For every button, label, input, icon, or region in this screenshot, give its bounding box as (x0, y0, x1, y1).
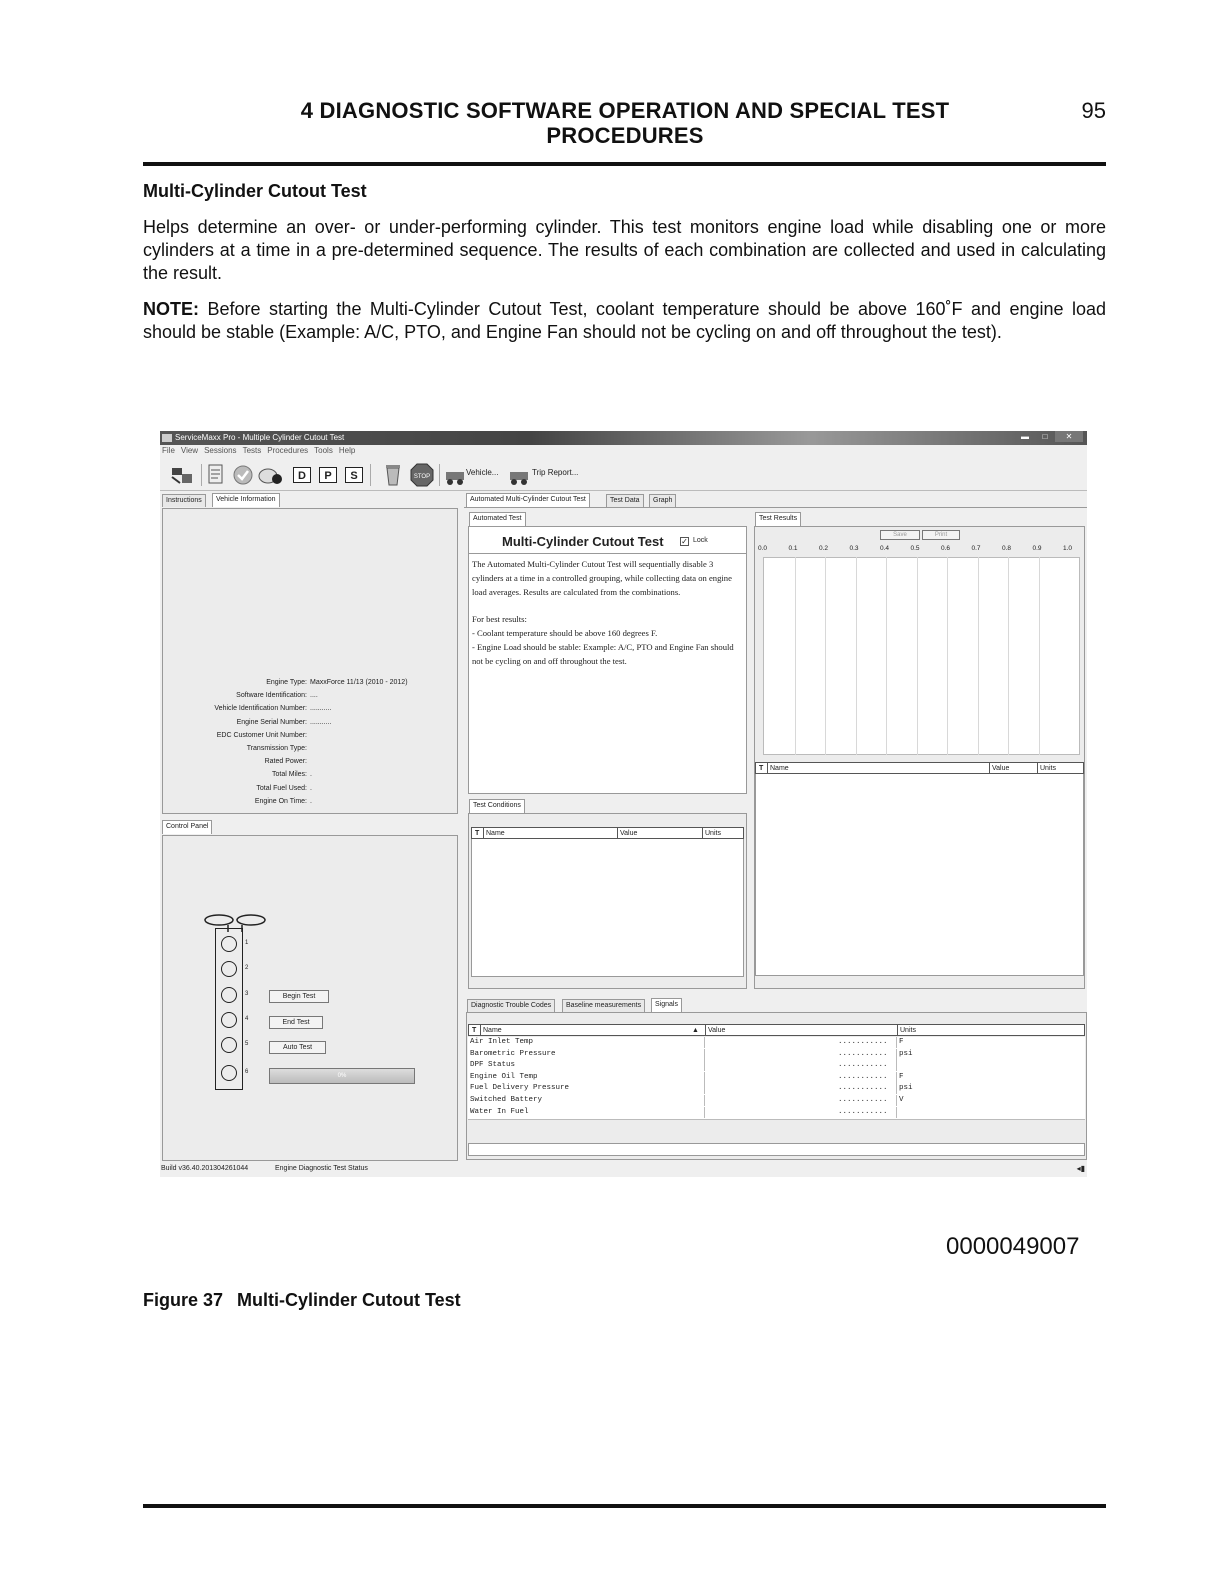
vehicle-info-key: Software Identification: (236, 692, 307, 700)
tab-instructions[interactable]: Instructions (162, 494, 206, 507)
vehicle-info-value: .... (310, 692, 318, 700)
menu-tools[interactable]: Tools (314, 446, 333, 455)
print-button[interactable]: Print (922, 530, 960, 540)
trip-report-icon[interactable] (508, 462, 532, 488)
axis-tick-label: 0.7 (971, 545, 981, 552)
signal-name: Water In Fuel (470, 1107, 529, 1116)
p-button[interactable]: P (319, 467, 337, 483)
figure-caption (143, 1290, 461, 1311)
description-line: - Coolant temperature should be above 160 degrees F. (472, 627, 658, 638)
vehicle-info-key: Vehicle Identification Number: (214, 705, 307, 713)
cylinder-3[interactable] (221, 987, 237, 1003)
tab-automated-multi-cylinder-cutout-test[interactable]: Automated Multi-Cylinder Cutout Test (466, 493, 590, 507)
signal-value: ........... (838, 1061, 888, 1070)
gauge-icon[interactable] (256, 464, 284, 486)
column-units[interactable]: Units (705, 830, 721, 837)
axis-tick-label: 0.3 (849, 545, 859, 552)
d-button[interactable]: D (293, 467, 311, 483)
signal-name: Engine Oil Temp (470, 1072, 538, 1081)
lock-label: Lock (693, 537, 708, 544)
menu-help[interactable]: Help (338, 446, 356, 455)
column-divider (704, 1083, 705, 1094)
page-number: 95 (1081, 98, 1106, 123)
vehicle-info-key: Total Fuel Used: (256, 784, 307, 792)
test-conditions-table (471, 827, 744, 977)
window-title: ServiceMaxx Pro - Multiple Cylinder Cutout Test (175, 433, 345, 442)
signal-value: ........... (838, 1038, 888, 1046)
gridline (978, 557, 979, 755)
lock-checkbox[interactable]: ✓ (681, 537, 688, 546)
axis-tick-label: 0.0 (758, 545, 768, 552)
build-version: Build v36.40.201304261044 (161, 1165, 249, 1172)
axis-tick-label: 0.1 (788, 545, 798, 552)
axis-tick-label: 0.6 (941, 545, 951, 552)
results-table-header (755, 762, 1084, 774)
signal-value: ........... (838, 1107, 888, 1116)
cylinder-2[interactable] (221, 961, 237, 977)
stop-icon[interactable] (410, 463, 434, 487)
axis-tick-label: 0.9 (1032, 545, 1042, 552)
column-divider (704, 1107, 705, 1118)
cylinder-6[interactable] (221, 1065, 237, 1081)
vehicle-info-value: MaxxForce 11/13 (2010 - 2012) (310, 679, 408, 686)
cylinder-5[interactable] (221, 1037, 237, 1053)
column-value[interactable]: Value (992, 765, 1010, 772)
vehicle-info-value: ........... (310, 705, 332, 713)
auto-test-button[interactable]: Auto Test (269, 1041, 326, 1054)
engine-cylinder-diagram (215, 928, 249, 1090)
gridline (947, 557, 948, 755)
menu-sessions[interactable]: Sessions (204, 446, 237, 455)
table-row[interactable] (468, 1107, 1085, 1120)
signals-table-header (468, 1024, 1085, 1036)
cylinder-label: 6 (245, 1069, 249, 1075)
caption-text: Multi-Cylinder Cutout Test (237, 1290, 461, 1310)
sort-ascending-icon[interactable]: ▲ (692, 1027, 699, 1034)
menu-bar (160, 446, 1087, 458)
signal-units: F (899, 1038, 904, 1046)
tab-baseline-measurements[interactable]: Baseline measurements (562, 999, 645, 1012)
caption-number: Figure 37 (143, 1290, 224, 1310)
vehicle-icon[interactable] (444, 462, 466, 488)
vehicle-info-value: ........... (310, 718, 332, 726)
vehicle-info-row (163, 676, 458, 689)
column-divider (896, 1060, 897, 1071)
signal-value: ........... (838, 1096, 888, 1104)
test-conditions-header (471, 827, 744, 839)
column-value[interactable]: Value (708, 1027, 726, 1034)
vehicle-info-value: . (310, 771, 312, 779)
vehicle-info-value: . (310, 784, 312, 792)
cylinder-label: 1 (245, 940, 249, 946)
page-header-title: 4 DIAGNOSTIC SOFTWARE OPERATION AND SPECIAL TEST PROCEDURES (300, 98, 950, 148)
column-divider (704, 1037, 705, 1048)
tab-graph[interactable]: Graph (649, 494, 676, 507)
test-progress-bar (269, 1068, 415, 1084)
signals-scrollbar[interactable] (468, 1143, 1085, 1156)
s-button[interactable]: S (345, 467, 363, 483)
check-icon[interactable] (232, 464, 254, 486)
signal-value: ........... (838, 1049, 888, 1058)
vehicle-info-key: Engine On Time: (254, 797, 307, 805)
column-divider (704, 1049, 705, 1060)
connect-icon[interactable] (168, 462, 198, 488)
status-text: Engine Diagnostic Test Status (275, 1165, 368, 1172)
column-divider (896, 1037, 897, 1048)
connection-icon: ◂▮ (1076, 1164, 1085, 1173)
progress-label: 0% (337, 1073, 347, 1079)
axis-tick-label: 0.4 (880, 545, 890, 552)
axis-tick-label: 0.8 (1002, 545, 1012, 552)
vehicle-info-key: Total Miles: (271, 771, 307, 779)
column-value[interactable]: Value (620, 830, 638, 837)
signal-value: ........... (838, 1072, 888, 1081)
status-bar (160, 1162, 1087, 1176)
gridline (856, 557, 857, 755)
description-line: For best results: (472, 614, 527, 625)
cylinder-1[interactable] (221, 936, 237, 952)
gridline (886, 557, 887, 755)
signal-name: Switched Battery (470, 1096, 543, 1104)
column-divider (896, 1095, 897, 1106)
tab-vehicle-information[interactable]: Vehicle Information (212, 493, 280, 507)
cylinder-4[interactable] (221, 1012, 237, 1028)
cylinder-label: 5 (245, 1041, 249, 1047)
column-units[interactable]: Units (900, 1027, 916, 1034)
window-titlebar (160, 431, 1087, 445)
note-paragraph (143, 298, 1106, 344)
signal-name: Fuel Delivery Pressure (470, 1084, 570, 1093)
menu-tests[interactable]: Tests (242, 446, 262, 455)
column-divider (896, 1049, 897, 1060)
vehicle-info-key: Rated Power: (264, 758, 307, 766)
gridline (795, 557, 796, 755)
axis-tick-label: 0.2 (819, 545, 829, 552)
vehicle-info-row (163, 768, 458, 781)
cylinder-label: 2 (245, 965, 249, 971)
column-divider (704, 1072, 705, 1083)
menu-file[interactable]: File (162, 446, 175, 455)
signal-units: psi (899, 1084, 913, 1093)
vehicle-info-row (163, 716, 458, 729)
tab-test-data[interactable]: Test Data (606, 494, 644, 507)
cylinder-label: 4 (245, 1016, 249, 1022)
document-icon[interactable] (206, 462, 228, 488)
note-text: Before starting the Multi-Cylinder Cutout Test, coolant temperature should be above 160˚F and engine load should be stable (Example: A/C, PTO, and Engine Fan should not be cycling on and off throughout the test). (143, 299, 1106, 342)
save-button[interactable]: Save (880, 530, 920, 540)
description-line: - Engine Load should be stable: Example: A/C, PTO and Engine Fan should not be cycling on and off throughout the test. (472, 641, 734, 666)
close-button[interactable]: ✕ (1055, 431, 1083, 442)
intro-paragraph: Helps determine an over- or under-performing cylinder. This test monitors engine load while disabling one or more cylinders at a time in a pre-determined sequence. The results of each combination are collected and used in calculating the result. (143, 217, 1106, 283)
signal-value: ........... (838, 1084, 888, 1093)
vehicle-info-row (163, 689, 458, 702)
test-title: Multi-Cylinder Cutout Test (502, 534, 664, 549)
signal-name: DPF Status (470, 1061, 516, 1070)
gridline (1008, 557, 1009, 755)
stop-icon-label: STOP (413, 474, 431, 480)
app-icon (162, 434, 172, 442)
column-divider (704, 1095, 705, 1106)
section-title: Multi-Cylinder Cutout Test (143, 181, 367, 201)
header-rule (143, 162, 1106, 166)
signal-units: F (899, 1072, 904, 1081)
end-test-button[interactable]: End Test (269, 1016, 323, 1029)
signal-name: Air Inlet Temp (470, 1038, 534, 1046)
tab-control-panel[interactable]: Control Panel (162, 820, 212, 834)
minimize-button[interactable]: ▬ (1021, 432, 1029, 441)
vehicle-info-key: Transmission Type: (246, 745, 307, 753)
signal-name: Barometric Pressure (470, 1049, 556, 1058)
signal-units: V (899, 1096, 904, 1104)
vehicle-button[interactable]: Vehicle... (466, 468, 499, 477)
results-chart-area (763, 557, 1080, 755)
vehicle-info-list (163, 676, 458, 808)
filter-icon[interactable]: T (475, 830, 480, 837)
results-table (755, 762, 1084, 976)
tab-signals[interactable]: Signals (651, 998, 682, 1012)
maximize-button[interactable]: □ (1042, 432, 1048, 441)
vehicle-info-value: . (310, 797, 312, 805)
column-name[interactable]: Name (486, 830, 505, 837)
note-label: NOTE: (143, 299, 199, 319)
test-description (472, 558, 744, 668)
vehicle-info-key: EDC Customer Unit Number: (216, 731, 307, 739)
tab-test-results[interactable]: Test Results (755, 512, 801, 526)
column-divider (896, 1083, 897, 1094)
column-units[interactable]: Units (1040, 765, 1056, 772)
menu-procedures[interactable]: Procedures (267, 446, 309, 455)
trash-icon[interactable] (382, 462, 404, 488)
menu-view[interactable]: View (180, 446, 199, 455)
filter-icon[interactable]: T (472, 1027, 477, 1034)
column-divider (896, 1072, 897, 1083)
trip-report-button[interactable]: Trip Report... (532, 468, 579, 477)
cylinder-label: 3 (245, 991, 249, 997)
filter-icon[interactable]: T (759, 765, 764, 772)
axis-tick-label: 0.5 (910, 545, 920, 552)
figure-id: 0000049007 (946, 1233, 1080, 1260)
signal-units: psi (899, 1049, 913, 1058)
tab-diagnostic-trouble-codes[interactable]: Diagnostic Trouble Codes (467, 999, 555, 1012)
vehicle-info-row (163, 782, 458, 795)
column-name[interactable]: Name (483, 1027, 502, 1034)
gridline (1039, 557, 1040, 755)
vehicle-info-key: Engine Serial Number: (236, 718, 307, 726)
begin-test-button[interactable]: Begin Test (269, 990, 329, 1003)
gridline (825, 557, 826, 755)
vehicle-info-row (163, 702, 458, 715)
vehicle-info-row (163, 755, 458, 768)
column-divider (896, 1107, 897, 1118)
gridline (917, 557, 918, 755)
axis-tick-label: 1.0 (1063, 545, 1073, 552)
column-name[interactable]: Name (770, 765, 789, 772)
vehicle-info-row (163, 729, 458, 742)
tab-test-conditions[interactable]: Test Conditions (469, 799, 525, 813)
description-paragraph: The Automated Multi-Cylinder Cutout Test will sequentially disable 3 cylinders at a time in a controlled grouping, while collecting data on engine load averages. Results are calculated from the combinations. (472, 559, 732, 597)
app-screenshot (160, 431, 1087, 1177)
vehicle-info-row (163, 795, 458, 808)
footer-rule (143, 1504, 1106, 1508)
vehicle-info-key: Engine Type: (266, 679, 307, 686)
tab-automated-test[interactable]: Automated Test (469, 512, 526, 526)
vehicle-info-row (163, 742, 458, 755)
vehicle-info-panel (162, 508, 458, 814)
column-divider (704, 1060, 705, 1071)
